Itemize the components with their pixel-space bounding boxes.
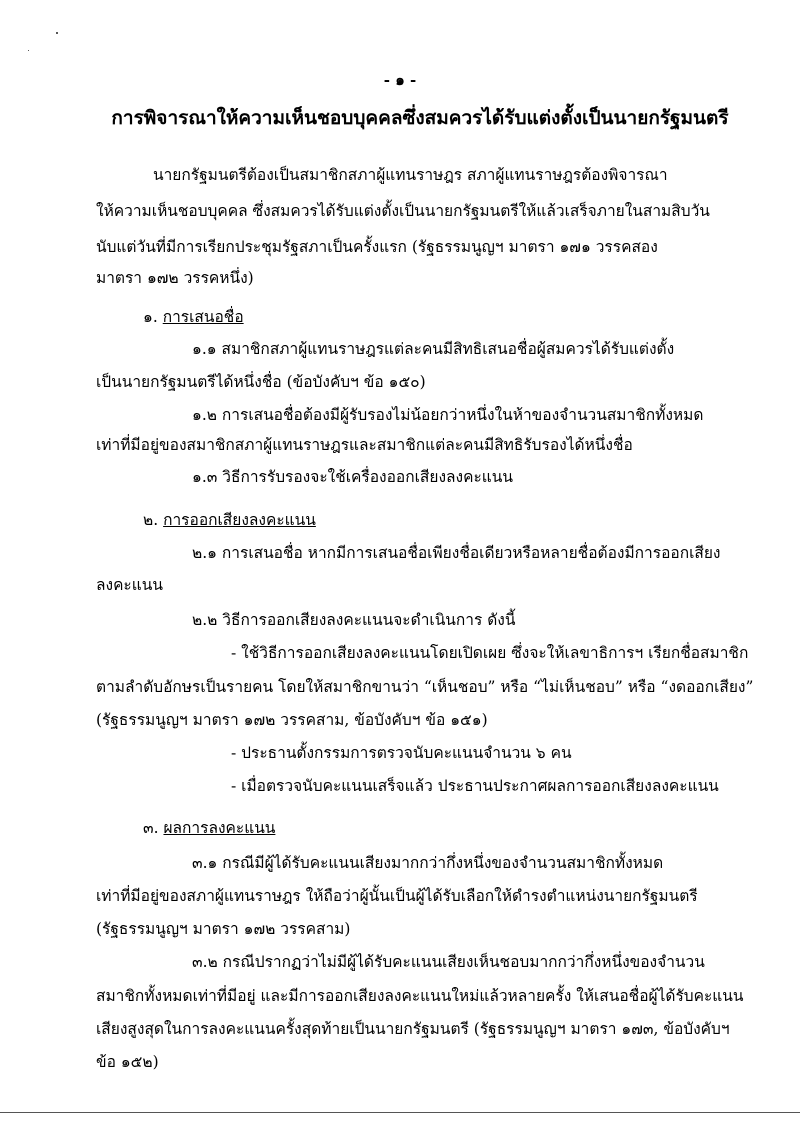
section-1-line: เท่าที่มีอยู่ของสมาชิกสภาผู้แทนราษฎรและสมาชิกแต่ละคนมีสิทธิรับรองได้หนึ่งชื่อ (96, 436, 633, 454)
document-title: การพิจารณาให้ความเห็นชอบบุคคลซึ่งสมควรได้รับแต่งตั้งเป็นนายกรัฐมนตรี (111, 107, 729, 129)
intro-line: นับแต่วันที่มีการเรียกประชุมรัฐสภาเป็นครั้งแรก (รัฐธรรมนูญฯ มาตรา ๑๗๑ วรรคสอง (96, 238, 658, 256)
scan-speck (56, 32, 58, 34)
section-2-line: (รัฐธรรมนูญฯ มาตรา ๑๗๒ วรรคสาม, ข้อบังคับฯ ข้อ ๑๕๑) (96, 711, 488, 729)
section-2-line: - เมื่อตรวจนับคะแนนเสร็จแล้ว ประธานประกาศผลการออกเสียงลงคะแนน (231, 777, 719, 795)
page-number: - ๑ - (383, 71, 417, 89)
section-2-line: - ใช้วิธีการออกเสียงลงคะแนนโดยเปิดเผย ซึ่งจะให้เลขาธิการฯ เรียกชื่อสมาชิก (231, 644, 749, 662)
section-title: ผลการลงคะแนน (163, 819, 276, 837)
section-3-line: เสียงสูงสุดในการลงคะแนนครั้งสุดท้ายเป็นนายกรัฐมนตรี (รัฐธรรมนูญฯ มาตรา ๑๗๓, ข้อบังคับฯ (96, 1020, 730, 1038)
scan-speck (28, 50, 29, 51)
intro-line: นายกรัฐมนตรีต้องเป็นสมาชิกสภาผู้แทนราษฎร สภาผู้แทนราษฎรต้องพิจารณา (153, 166, 668, 184)
section-1-line: ๑.๓ วิธีการรับรองจะใช้เครื่องออกเสียงลงคะแนน (192, 468, 513, 486)
section-1-line: เป็นนายกรัฐมนตรีได้หนึ่งชื่อ (ข้อบังคับฯ ข้อ ๑๕๐) (96, 373, 426, 391)
section-number: ๒. (143, 511, 159, 529)
section-title: การเสนอชื่อ (162, 308, 244, 326)
section-1-line: ๑.๒ การเสนอชื่อต้องมีผู้รับรองไม่น้อยกว่าหนึ่งในห้าของจำนวนสมาชิกทั้งหมด (192, 406, 704, 424)
section-number: ๑. (143, 308, 158, 326)
intro-line: มาตรา ๑๗๒ วรรคหนึ่ง) (96, 269, 254, 287)
section-title: การออกเสียงลงคะแนน (163, 511, 316, 529)
section-2-heading (143, 510, 316, 530)
section-3-line: ๓.๑ กรณีมีผู้ได้รับคะแนนเสียงมากกว่ากึ่งหนึ่งของจำนวนสมาชิกทั้งหมด (192, 854, 664, 872)
section-2-line: ๒.๑ การเสนอชื่อ หากมีการเสนอชื่อเพียงชื่อเดียวหรือหลายชื่อต้องมีการออกเสียง (192, 544, 721, 562)
section-number: ๓. (143, 819, 159, 837)
page-bottom-edge (0, 1112, 800, 1113)
section-3-line: สมาชิกทั้งหมดเท่าที่มีอยู่ และมีการออกเสียงลงคะแนนใหม่แล้วหลายครั้ง ให้เสนอชื่อผู้ได้รับคะแนน (96, 987, 744, 1005)
section-1-heading (143, 307, 244, 327)
section-3-line: เท่าที่มีอยู่ของสภาผู้แทนราษฎร ให้ถือว่าผู้นั้นเป็นผู้ได้รับเลือกให้ดำรงตำแหน่งนายกรัฐมนตรี (96, 887, 698, 905)
section-1-line: ๑.๑ สมาชิกสภาผู้แทนราษฎรแต่ละคนมีสิทธิเสนอชื่อผู้สมควรได้รับแต่งตั้ง (192, 340, 675, 358)
intro-line: ให้ความเห็นชอบบุคคล ซึ่งสมควรได้รับแต่งตั้งเป็นนายกรัฐมนตรีให้แล้วเสร็จภายในสามสิบวัน (96, 202, 710, 220)
section-3-line: (รัฐธรรมนูญฯ มาตรา ๑๗๒ วรรคสาม) (96, 920, 351, 938)
section-2-line: ๒.๒ วิธีการออกเสียงลงคะแนนจะดำเนินการ ดังนี้ (192, 611, 516, 629)
section-2-line: ตามลำดับอักษรเป็นรายคน โดยให้สมาชิกขานว่า “เห็นชอบ” หรือ “ไม่เห็นชอบ” หรือ “งดออกเสียง” (96, 678, 754, 696)
section-2-line: ลงคะแนน (96, 576, 163, 594)
section-3-heading (143, 818, 275, 838)
section-2-line: - ประธานตั้งกรรมการตรวจนับคะแนนจำนวน ๖ คน (231, 744, 572, 762)
section-3-line: ๓.๒ กรณีปรากฏว่าไม่มีผู้ได้รับคะแนนเสียงเห็นชอบมากกว่ากึ่งหนึ่งของจำนวน (192, 953, 705, 971)
section-3-line: ข้อ ๑๕๒) (96, 1053, 159, 1071)
